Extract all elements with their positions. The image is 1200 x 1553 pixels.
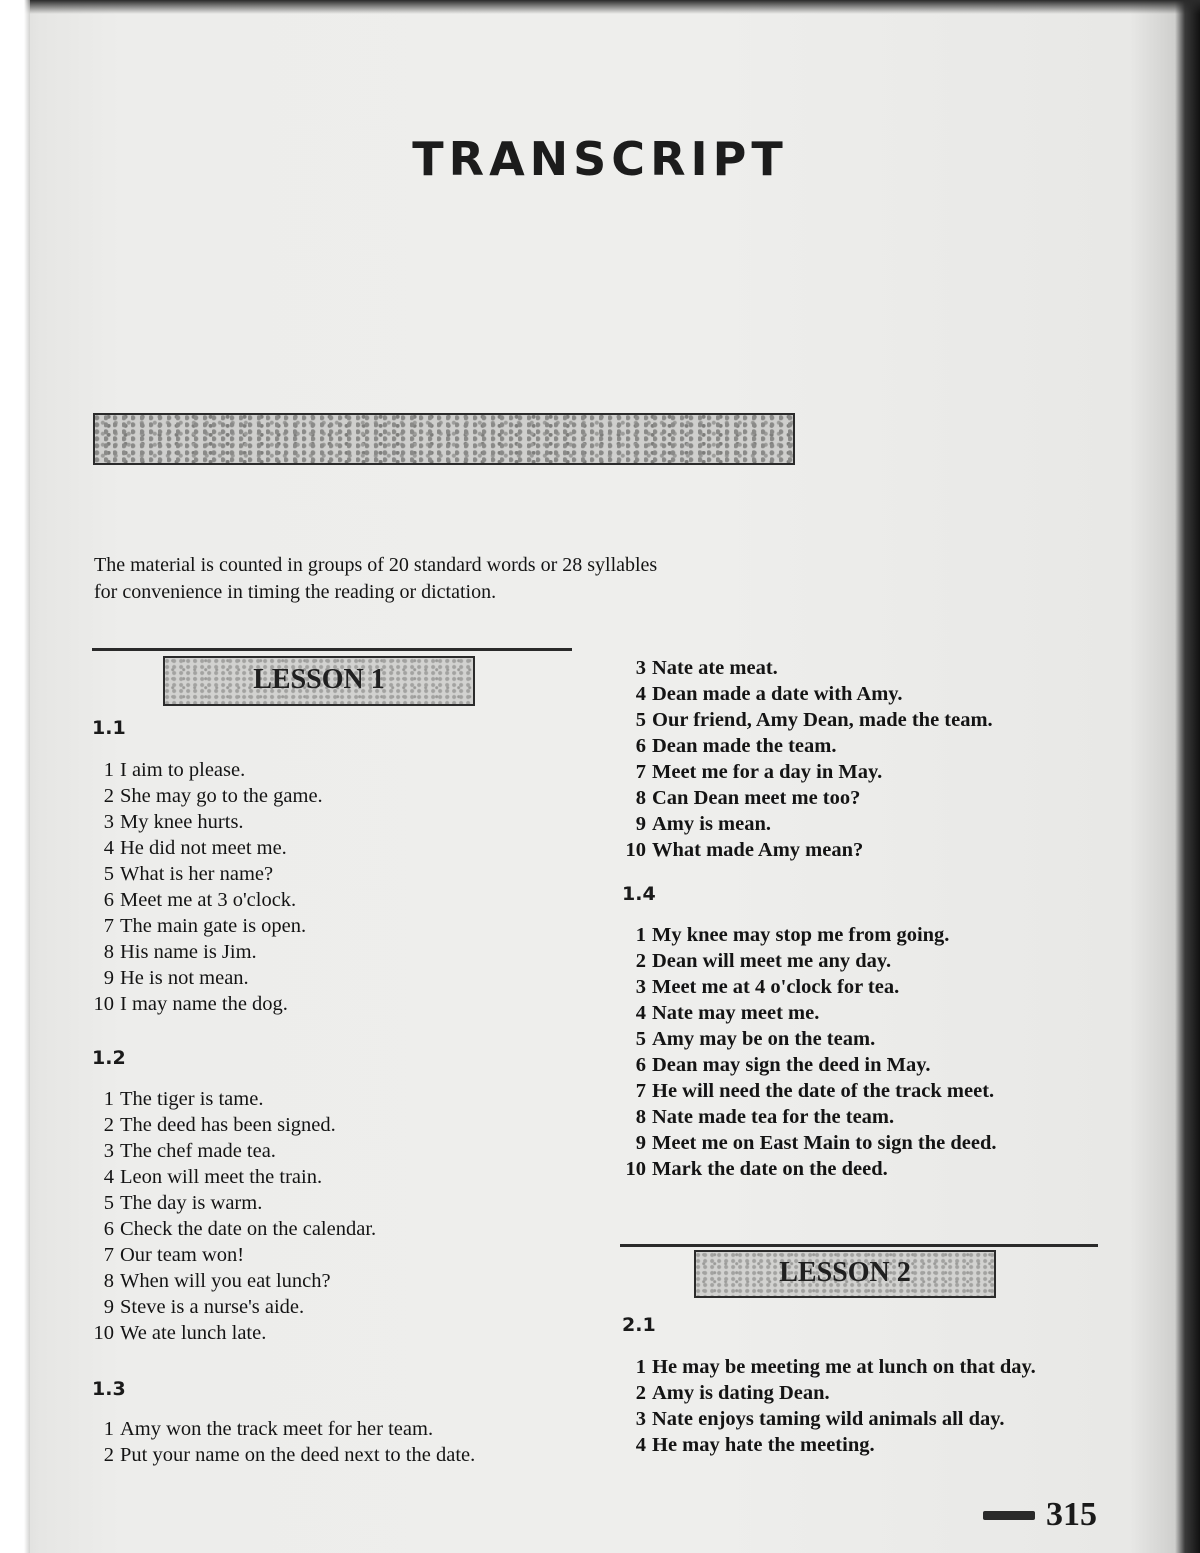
- intro-text: [94, 552, 774, 606]
- lesson-2-rule: [620, 1244, 1098, 1247]
- list-item: 5 Our friend, Amy Dean, made the team.: [635, 709, 993, 731]
- section-heading-1-2: 1.2: [92, 1047, 126, 1069]
- list-item: 3 The chef made tea.: [103, 1140, 276, 1162]
- list-item: 3 Nate ate meat.: [635, 657, 778, 679]
- page-number: 315: [1046, 1496, 1097, 1533]
- list-item: 6 Dean made the team.: [635, 735, 837, 757]
- list-item: 1 The tiger is tame.: [103, 1088, 264, 1110]
- lesson-1-rule: [92, 648, 572, 651]
- list-item: 6 Check the date on the calendar.: [103, 1218, 377, 1240]
- sentence-list-1-2: [88, 1086, 376, 1346]
- list-item: 2 The deed has been signed.: [103, 1114, 336, 1136]
- list-item: 6 Meet me at 3 o'clock.: [103, 889, 297, 911]
- list-item: 8 When will you eat lunch?: [103, 1270, 331, 1292]
- sentence-list-1-3-right: [620, 655, 993, 863]
- list-item: 1 I aim to please.: [103, 759, 246, 781]
- list-item: 9 Meet me on East Main to sign the deed.: [635, 1132, 997, 1154]
- scan-edge-shadow: [0, 0, 1200, 14]
- section-heading-1-4: 1.4: [622, 883, 656, 905]
- list-item: 10 I may name the dog.: [93, 993, 288, 1015]
- list-item: 10 We ate lunch late.: [93, 1322, 267, 1344]
- list-item: 5 The day is warm.: [103, 1192, 263, 1214]
- list-item: 8 His name is Jim.: [103, 941, 257, 963]
- sentence-list-2-1: [620, 1354, 1036, 1458]
- list-item: 2 She may go to the game.: [103, 785, 323, 807]
- list-item: 3 Meet me at 4 o'clock for tea.: [635, 976, 900, 998]
- list-item: 1 Amy won the track meet for her team.: [103, 1418, 434, 1440]
- list-item: 4 Nate may meet me.: [635, 1002, 820, 1024]
- list-item: 1 He may be meeting me at lunch on that day.: [635, 1356, 1036, 1378]
- list-item: 7 He will need the date of the track meet.: [635, 1080, 995, 1102]
- lesson-1-heading: LESSON 1: [163, 656, 475, 706]
- intro-line-2: for convenience in timing the reading or dictation.: [94, 581, 497, 603]
- sentence-list-1-1: [88, 757, 323, 1017]
- list-item: 4 He did not meet me.: [103, 837, 287, 859]
- list-item: 9 Amy is mean.: [635, 813, 772, 835]
- list-item: 3 My knee hurts.: [103, 811, 244, 833]
- list-item: 4 He may hate the meeting.: [635, 1434, 875, 1456]
- list-item: 4 Dean made a date with Amy.: [635, 683, 903, 705]
- list-item: 7 The main gate is open.: [103, 915, 307, 937]
- list-item: 10 What made Amy mean?: [625, 839, 864, 861]
- scan-margin: [0, 0, 30, 1553]
- sentence-list-1-3-left: [88, 1416, 475, 1468]
- sentence-list-1-4: [620, 922, 996, 1182]
- section-heading-2-1: 2.1: [622, 1314, 656, 1336]
- list-item: 10 Mark the date on the deed.: [625, 1158, 888, 1180]
- list-item: 2 Amy is dating Dean.: [635, 1382, 830, 1404]
- list-item: 8 Nate made tea for the team.: [635, 1106, 895, 1128]
- page-number-mark: [983, 1511, 1035, 1520]
- list-item: 2 Dean will meet me any day.: [635, 950, 892, 972]
- list-item: 6 Dean may sign the deed in May.: [635, 1054, 931, 1076]
- list-item: 7 Meet me for a day in May.: [635, 761, 883, 783]
- list-item: 3 Nate enjoys taming wild animals all day.: [635, 1408, 1005, 1430]
- page-title: TRANSCRIPT: [412, 132, 788, 186]
- decorative-banner: [93, 413, 795, 465]
- list-item: 2 Put your name on the deed next to the date.: [103, 1444, 476, 1466]
- list-item: 9 Steve is a nurse's aide.: [103, 1296, 305, 1318]
- list-item: 5 What is her name?: [103, 863, 274, 885]
- list-item: 1 My knee may stop me from going.: [635, 924, 950, 946]
- lesson-2-heading: LESSON 2: [694, 1250, 996, 1298]
- list-item: 9 He is not mean.: [103, 967, 249, 989]
- list-item: 7 Our team won!: [103, 1244, 245, 1266]
- section-heading-1-3: 1.3: [92, 1378, 126, 1400]
- list-item: 8 Can Dean meet me too?: [635, 787, 861, 809]
- list-item: 5 Amy may be on the team.: [635, 1028, 876, 1050]
- section-heading-1-1: 1.1: [92, 717, 126, 739]
- list-item: 4 Leon will meet the train.: [103, 1166, 323, 1188]
- intro-line-1: The material is counted in groups of 20 standard words or 28 syllables: [94, 554, 658, 576]
